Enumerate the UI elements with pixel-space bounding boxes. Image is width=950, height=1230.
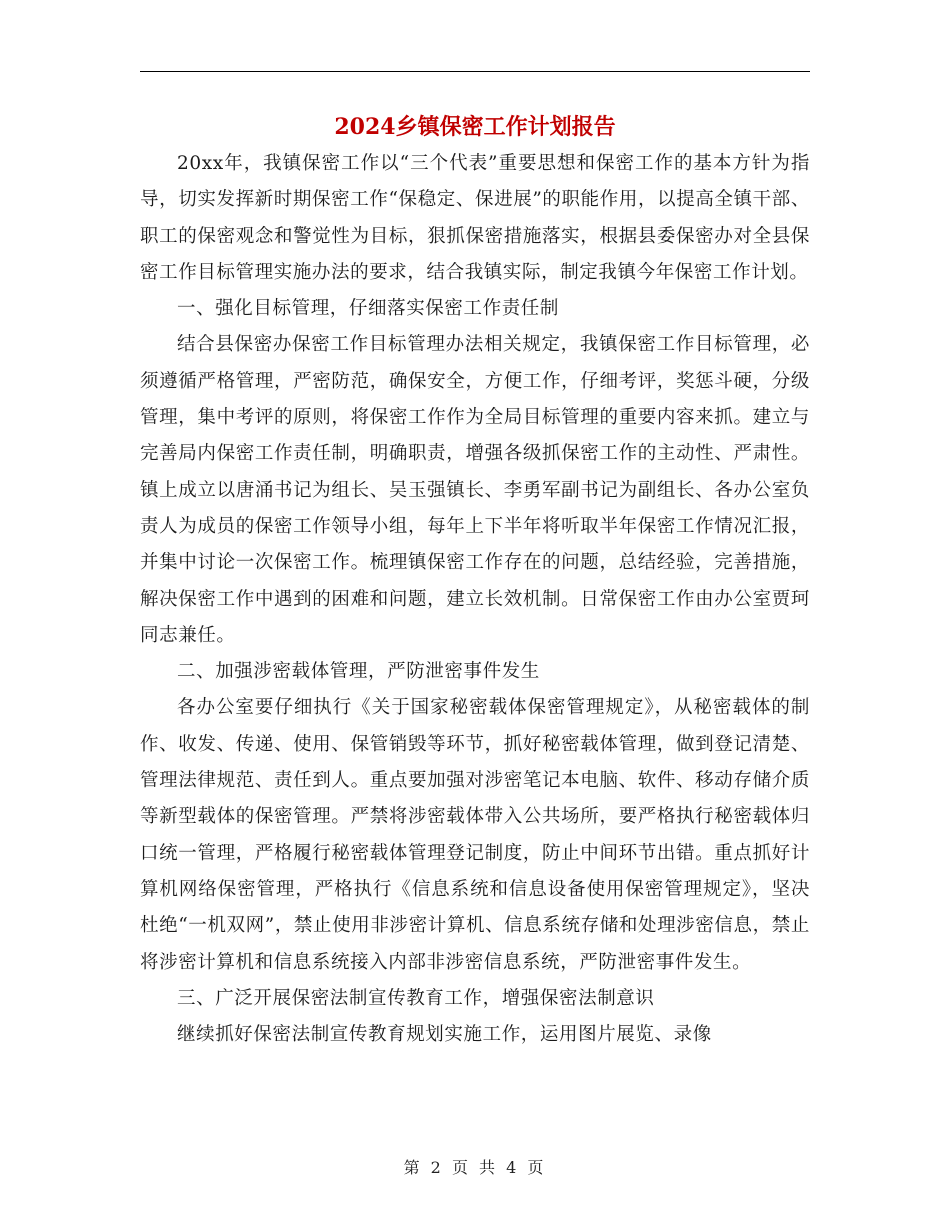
document-title: 2024乡镇保密工作计划报告 bbox=[334, 114, 616, 140]
section-heading-3: 三、广泛开展保密法制宣传教育工作，增强保密法制意识 bbox=[177, 987, 655, 1009]
paragraph-section-3: 继续抓好保密法制宣传教育规划实施工作，运用图片展览、录像 bbox=[177, 1024, 712, 1046]
paragraph-section-2: 各办公室要仔细执行《关于国家秘密载体保密管理规定》，从秘密载体的制作、收发、传递、使用、保管销毁等环节，抓好秘密载体管理，做到登记清楚、管理法律规范、责任到人。重点要加强对涉密笔记本电脑、软件、移动存储介质等新型载体的保密管理。严禁将涉密载体带入公共场所，要严格执行秘密载体归口统一管理，严格履行秘密载体管理登记制度，防止中间环节出错。重点抓好计算机网络保密管理，严格执行《信息系统和信息设备使用保密管理规定》，坚决杜绝“一机双网”，禁止使用非涉密计算机、信息系统存储和处理涉密信息，禁止将涉密计算机和信息系统接入内部非涉密信息系统，严防泄密事件发生。 bbox=[140, 697, 810, 973]
document-body bbox=[140, 146, 810, 1053]
page-number-footer: 第 2 页 共 4 页 bbox=[403, 1158, 547, 1177]
section-heading-1: 一、强化目标管理，仔细落实保密工作责任制 bbox=[177, 298, 560, 320]
section-heading-2: 二、加强涉密载体管理，严防泄密事件发生 bbox=[177, 661, 540, 683]
paragraph-intro: 20xx年，我镇保密工作以“三个代表”重要思想和保密工作的基本方针为指导，切实发挥新时期保密工作“保稳定、保进展”的职能作用，以提高全镇干部、职工的保密观念和警觉性为目标，狠抓保密措施落实，根据县委保密办对全县保密工作目标管理实施办法的要求，结合我镇实际，制定我镇今年保密工作计划。 bbox=[140, 153, 810, 283]
paragraph-section-1: 结合县保密办保密工作目标管理办法相关规定，我镇保密工作目标管理，必须遵循严格管理，严密防范，确保安全，方便工作，仔细考评，奖惩斗硬，分级管理，集中考评的原则，将保密工作作为全局目标管理的重要内容来抓。建立与完善局内保密工作责任制，明确职责，增强各级抓保密工作的主动性、严肃性。镇上成立以唐涌书记为组长、吴玉强镇长、李勇军副书记为副组长、各办公室负责人为成员的保密工作领导小组，每年上下半年将听取半年保密工作情况汇报，并集中讨论一次保密工作。梳理镇保密工作存在的问题，总结经验，完善措施，解决保密工作中遇到的困难和问题，建立长效机制。日常保密工作由办公室贾珂同志兼任。 bbox=[140, 334, 810, 646]
header-rule bbox=[140, 71, 810, 72]
